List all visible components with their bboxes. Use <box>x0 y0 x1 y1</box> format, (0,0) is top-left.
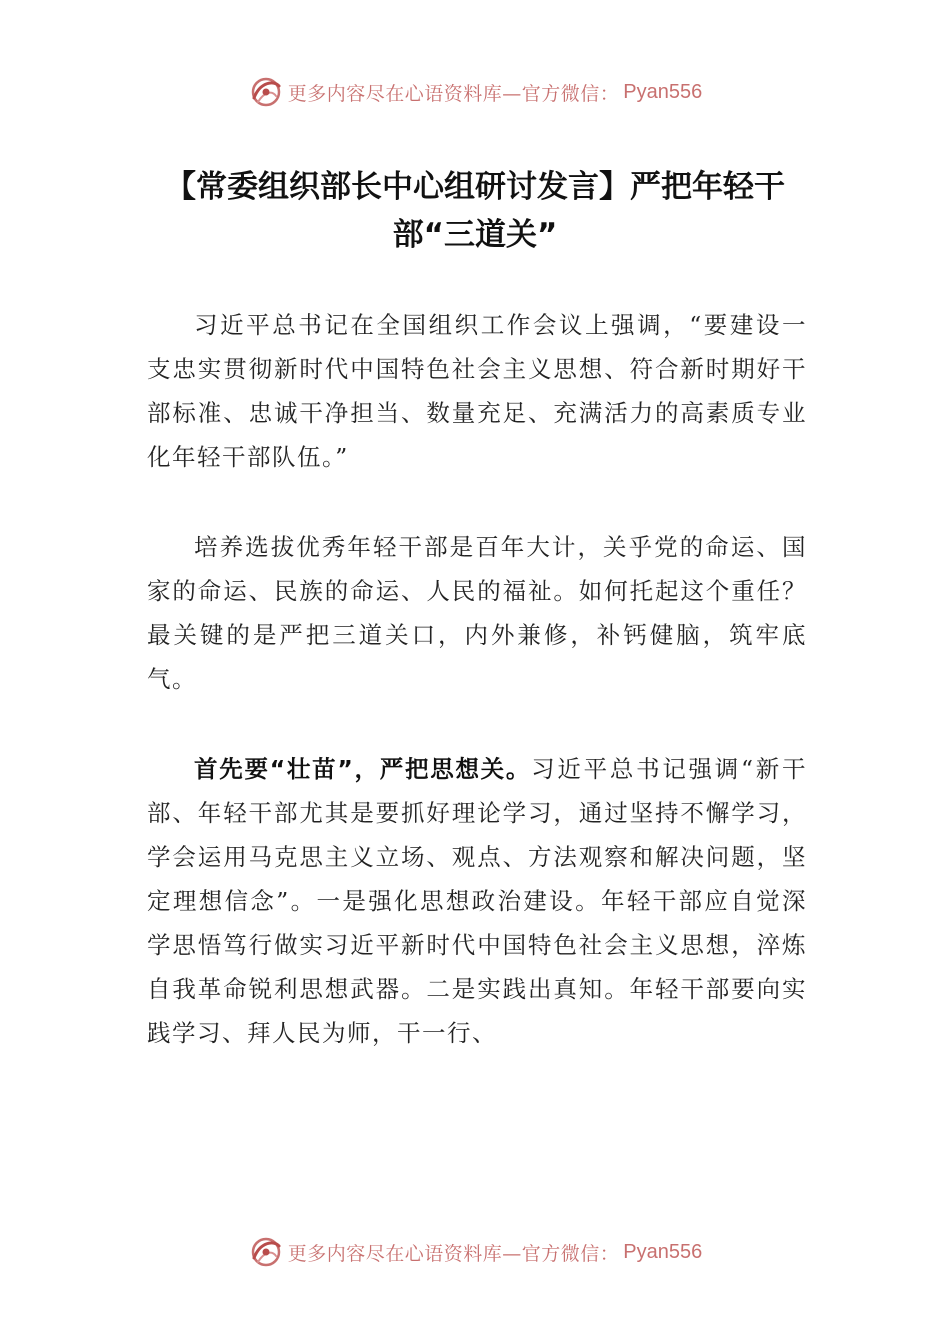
header-banner <box>0 70 950 114</box>
paragraph-2 <box>147 525 807 701</box>
swirl-logo-icon <box>248 74 284 110</box>
footer-text: 更多内容尽在心语资料库—官方微信： <box>287 1242 620 1265</box>
footer-banner <box>0 1230 950 1274</box>
paragraph-text: 习近平总书记强调“新干部、年轻干部尤其是要抓好理论学习，通过坚持不懈学习，学会运用马克思主义立场、观点、方法观察和解决问题，坚定理想信念”。一是强化思想政治建设。年轻干部应自觉深学思悟笃行做实习近平新时代中国特色社会主义思想，淬炼自我革命锐利思想武器。二是实践出真知。年轻干部要向实践学习、拜人民为师，干一行、 <box>147 755 808 1047</box>
document-title: 【常委组织部长中心组研讨发言】严把年轻干部“三道关” <box>165 169 785 253</box>
swirl-logo-icon <box>248 1234 284 1270</box>
paragraph-text: 培养选拔优秀年轻干部是百年大计，关乎党的命运、国家的命运、民族的命运、人民的福祉。如何托起这个重任？最关键的是严把三道关口，内外兼修，补钙健脑，筑牢底气。 <box>147 533 807 693</box>
paragraph-text: 习近平总书记在全国组织工作会议上强调，“要建设一支忠实贯彻新时代中国特色社会主义思想、符合新时期好干部标准、忠诚干净担当、数量充足、充满活力的高素质专业化年轻干部队伍。” <box>147 311 807 471</box>
header-text: 更多内容尽在心语资料库—官方微信： <box>287 82 620 105</box>
paragraph-lead-bold: 首先要“壮苗”，严把思想关。 <box>194 755 532 783</box>
paragraph-1 <box>147 303 807 479</box>
footer-wechat-id: Pyan556 <box>623 1240 703 1263</box>
document-body <box>147 303 807 1101</box>
header-wechat-id: Pyan556 <box>623 80 703 103</box>
paragraph-3 <box>147 747 807 1055</box>
